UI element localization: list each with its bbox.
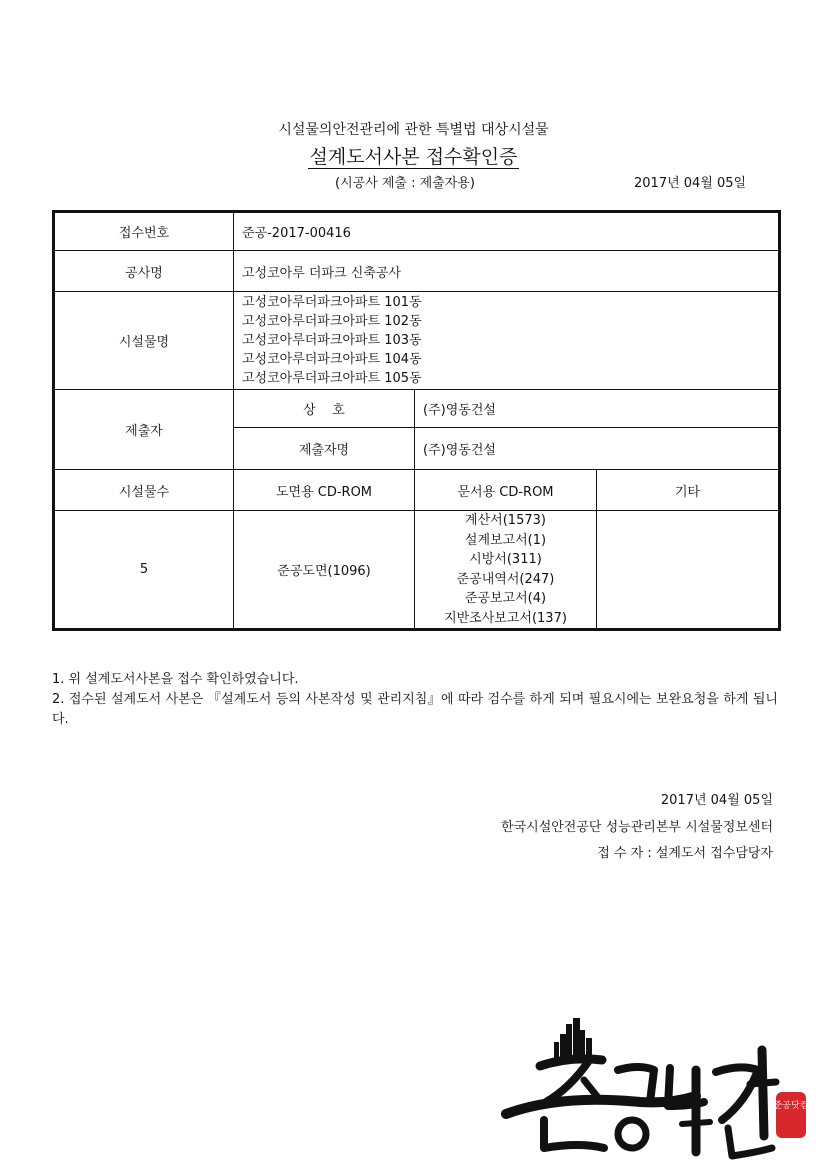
- company-label: 상 호: [234, 390, 415, 428]
- other-value: [597, 511, 780, 630]
- receipt-no-row: [54, 212, 780, 251]
- receiver-name: 접 수 자 : 설계도서 접수담당자: [597, 846, 773, 861]
- project-row: [54, 251, 780, 292]
- document-item: 설계보고서(1): [464, 532, 547, 548]
- facility-item: 고성코아루더파크아파트 101동: [242, 295, 422, 310]
- project-label: 공사명: [54, 251, 234, 292]
- facility-item: 고성코아루더파크아파트 103동: [242, 333, 422, 348]
- document-title: [0, 142, 827, 169]
- receipt-table: [52, 210, 781, 631]
- document-subtitle: (시공사 제출 : 제출자용): [335, 176, 475, 191]
- document-item: 지반조사보고서(137): [444, 610, 567, 626]
- sign-date: 2017년 04월 05일: [660, 793, 773, 808]
- document-item: 준공내역서(247): [456, 571, 555, 587]
- other-label: 기타: [597, 470, 780, 511]
- junggong-logo: [500, 1010, 812, 1160]
- receipt-no-value: 준공-2017-00416: [234, 212, 780, 251]
- brush-lettering: [506, 1050, 776, 1156]
- skyline-icon: [554, 1018, 592, 1058]
- document-list: [415, 511, 597, 630]
- facility-label: 시설물명: [54, 292, 234, 390]
- media-header-row: [54, 470, 780, 511]
- submitter-name-label: 제출자명: [234, 428, 415, 470]
- note-2: 2. 접수된 설계도서 사본은 『설계도서 등의 사본작성 및 관리지침』에 따라 검수를 하게 되며 필요시에는 보완요청을 하게 됩니다.: [52, 692, 778, 727]
- submitter-name-value: (주)영동건설: [415, 428, 780, 470]
- document-supertitle: 시설물의안전관리에 관한 특별법 대상시설물: [278, 122, 549, 138]
- count-value: 5: [54, 511, 234, 630]
- notes: [52, 670, 778, 730]
- document-item: 시방서(311): [469, 552, 542, 567]
- drawing-cd-value: 준공도면(1096): [234, 511, 415, 630]
- project-value: 고성코아루 더파크 신축공사: [234, 251, 780, 292]
- document-title-text: 설계도서사본 접수확인증: [309, 146, 518, 168]
- facility-list: [234, 292, 780, 390]
- media-value-row: [54, 511, 780, 630]
- receipt-no-label: 접수번호: [54, 212, 234, 251]
- company-value: (주)영동건설: [415, 390, 780, 428]
- drawing-cd-label: 도면용 CD-ROM: [234, 470, 415, 511]
- facility-row: [54, 292, 780, 390]
- document-item: 준공보고서(4): [464, 591, 547, 606]
- facility-item: 고성코아루더파크아파트 104동: [242, 352, 422, 367]
- facility-item: 고성코아루더파크아파트 105동: [242, 371, 422, 386]
- submitter-label: 제출자: [54, 390, 234, 470]
- note-1: 1. 위 설계도서사본을 접수 확인하였습니다.: [52, 672, 299, 687]
- document-item: 계산서(1573): [465, 513, 546, 528]
- organization-name: 한국시설안전공단 성능관리본부 시설물정보센터: [501, 820, 773, 835]
- seal-stamp: [774, 1092, 809, 1138]
- svg-text:준공닷컴: 준공닷컴: [773, 1101, 809, 1111]
- issue-date: 2017년 04월 05일: [634, 176, 747, 191]
- facility-item: 고성코아루더파크아파트 102동: [242, 314, 422, 329]
- company-row: [54, 390, 780, 428]
- doc-cd-label: 문서용 CD-ROM: [415, 470, 597, 511]
- count-label: 시설물수: [54, 470, 234, 511]
